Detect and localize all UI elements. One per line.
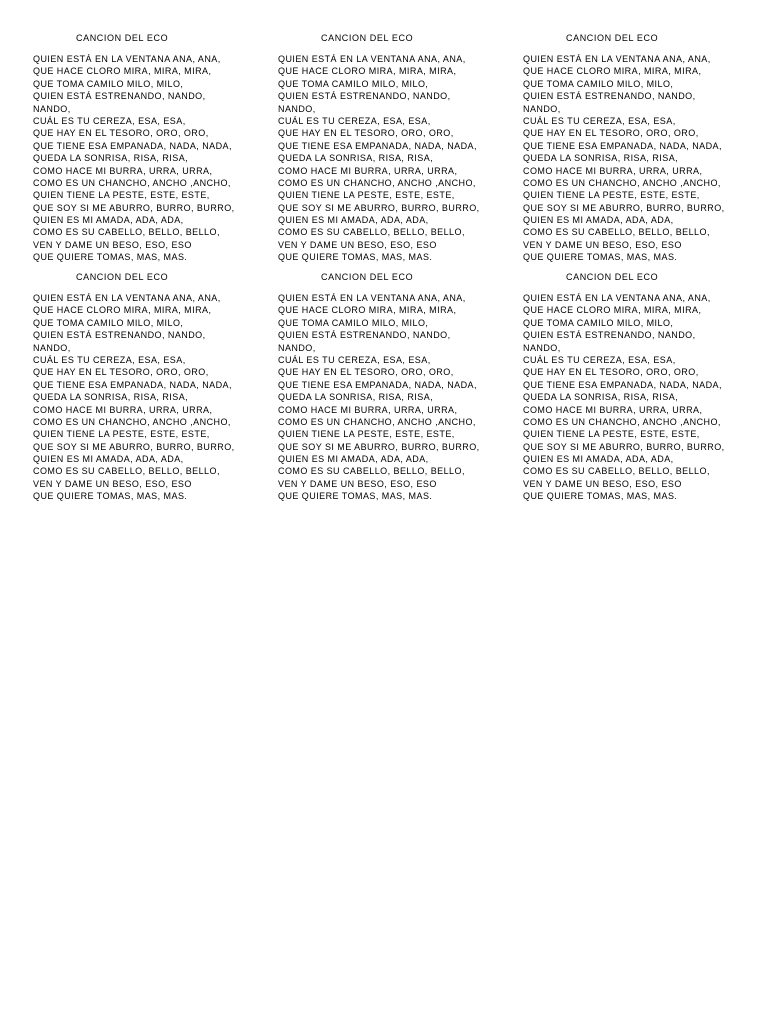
lyric-line: QUEDA LA SONRISA, RISA, RISA, (33, 392, 189, 403)
lyric-line: QUE TOMA CAMILO MILO, MILO, (278, 78, 429, 89)
song-lyrics (33, 292, 235, 503)
lyric-line: QUIEN ESTÁ ESTRENANDO, NANDO, (278, 91, 451, 102)
lyric-line: COMO HACE MI BURRA, URRA, URRA, (523, 165, 703, 176)
lyric-line: COMO ES SU CABELLO, BELLO, BELLO, (523, 227, 710, 238)
lyric-line: QUE TOMA CAMILO MILO, MILO, (278, 317, 429, 328)
lyric-line: QUIEN ESTÁ ESTRENANDO, NANDO, (33, 330, 206, 341)
lyric-line: QUE HACE CLORO MIRA, MIRA, MIRA, (278, 305, 457, 316)
lyric-line: COMO HACE MI BURRA, URRA, URRA, (33, 404, 213, 415)
lyric-line: COMO HACE MI BURRA, URRA, URRA, (278, 165, 458, 176)
lyric-line: QUE SOY SI ME ABURRO, BURRO, BURRO, (523, 441, 725, 452)
lyric-line: QUIEN ESTÁ EN LA VENTANA ANA, ANA, (278, 54, 466, 64)
lyric-line: QUEDA LA SONRISA, RISA, RISA, (278, 153, 434, 164)
lyric-line: QUE HAY EN EL TESORO, ORO, ORO, (278, 128, 454, 139)
lyric-line: QUE SOY SI ME ABURRO, BURRO, BURRO, (33, 202, 235, 213)
lyric-line: QUE TIENE ESA EMPANADA, NADA, NADA, (523, 379, 722, 390)
lyric-line: NANDO, (278, 103, 316, 114)
lyric-line: QUE QUIERE TOMAS, MAS, MAS. (33, 491, 188, 502)
lyric-line: VEN Y DAME UN BESO, ESO, ESO (278, 239, 437, 250)
lyric-line: QUE QUIERE TOMAS, MAS, MAS. (523, 252, 678, 263)
lyric-line: QUE QUIERE TOMAS, MAS, MAS. (523, 491, 678, 502)
lyric-line: QUE TIENE ESA EMPANADA, NADA, NADA, (278, 379, 477, 390)
lyric-line: QUE HAY EN EL TESORO, ORO, ORO, (523, 367, 699, 378)
lyric-line: QUIEN ESTÁ EN LA VENTANA ANA, ANA, (33, 293, 221, 303)
lyric-line: QUE TIENE ESA EMPANADA, NADA, NADA, (33, 140, 232, 151)
lyric-line: NANDO, (33, 103, 71, 114)
lyric-line: QUE QUIERE TOMAS, MAS, MAS. (278, 252, 433, 263)
lyric-line: COMO ES SU CABELLO, BELLO, BELLO, (278, 227, 465, 238)
lyric-line: QUE SOY SI ME ABURRO, BURRO, BURRO, (278, 441, 480, 452)
lyric-line: QUIEN TIENE LA PESTE, ESTE, ESTE, (523, 429, 700, 440)
song-title: CANCION DEL ECO (566, 33, 659, 43)
lyric-line: QUIEN ESTÁ EN LA VENTANA ANA, ANA, (523, 293, 711, 303)
lyric-line: VEN Y DAME UN BESO, ESO, ESO (33, 239, 192, 250)
lyric-line: QUIEN TIENE LA PESTE, ESTE, ESTE, (33, 190, 210, 201)
song-lyrics (278, 53, 480, 264)
lyric-line: QUE TOMA CAMILO MILO, MILO, (523, 78, 674, 89)
lyric-line: COMO HACE MI BURRA, URRA, URRA, (33, 165, 213, 176)
lyric-line: NANDO, (523, 103, 561, 114)
lyric-line: QUIEN ESTÁ ESTRENANDO, NANDO, (523, 91, 696, 102)
lyric-line: QUIEN TIENE LA PESTE, ESTE, ESTE, (278, 190, 455, 201)
song-lyrics (278, 292, 480, 503)
lyric-line: COMO ES SU CABELLO, BELLO, BELLO, (278, 466, 465, 477)
lyric-line: COMO ES UN CHANCHO, ANCHO ,ANCHO, (523, 177, 721, 188)
lyric-line: QUE TOMA CAMILO MILO, MILO, (523, 317, 674, 328)
lyric-line: QUE SOY SI ME ABURRO, BURRO, BURRO, (278, 202, 480, 213)
lyric-line: QUE HACE CLORO MIRA, MIRA, MIRA, (33, 66, 212, 77)
lyric-line: QUIEN ES MI AMADA, ADA, ADA, (278, 454, 429, 465)
lyric-line: QUE HACE CLORO MIRA, MIRA, MIRA, (523, 66, 702, 77)
lyric-line: COMO ES SU CABELLO, BELLO, BELLO, (33, 466, 220, 477)
lyric-line: NANDO, (278, 342, 316, 353)
lyric-line: QUE HAY EN EL TESORO, ORO, ORO, (33, 367, 209, 378)
lyric-line: QUEDA LA SONRISA, RISA, RISA, (523, 153, 679, 164)
lyric-line: COMO ES UN CHANCHO, ANCHO ,ANCHO, (278, 177, 476, 188)
lyric-line: QUIEN ES MI AMADA, ADA, ADA, (523, 215, 674, 226)
lyric-line: QUE HAY EN EL TESORO, ORO, ORO, (33, 128, 209, 139)
lyric-line: CUÁL ES TU CEREZA, ESA, ESA, (278, 354, 431, 365)
song-title: CANCION DEL ECO (321, 33, 414, 43)
lyric-line: QUE HACE CLORO MIRA, MIRA, MIRA, (278, 66, 457, 77)
lyric-line: QUE QUIERE TOMAS, MAS, MAS. (33, 252, 188, 263)
lyric-line: QUE SOY SI ME ABURRO, BURRO, BURRO, (523, 202, 725, 213)
lyric-line: QUIEN TIENE LA PESTE, ESTE, ESTE, (278, 429, 455, 440)
lyric-line: CUÁL ES TU CEREZA, ESA, ESA, (33, 354, 186, 365)
lyric-line: QUE HACE CLORO MIRA, MIRA, MIRA, (33, 305, 212, 316)
lyric-line: CUÁL ES TU CEREZA, ESA, ESA, (523, 115, 676, 126)
lyric-line: COMO ES UN CHANCHO, ANCHO ,ANCHO, (523, 416, 721, 427)
lyric-line: CUÁL ES TU CEREZA, ESA, ESA, (278, 115, 431, 126)
lyric-line: QUIEN ES MI AMADA, ADA, ADA, (33, 454, 184, 465)
lyric-line: CUÁL ES TU CEREZA, ESA, ESA, (523, 354, 676, 365)
lyric-line: QUE TOMA CAMILO MILO, MILO, (33, 317, 184, 328)
lyric-line: QUIEN ES MI AMADA, ADA, ADA, (33, 215, 184, 226)
lyric-line: VEN Y DAME UN BESO, ESO, ESO (523, 239, 682, 250)
lyric-line: COMO HACE MI BURRA, URRA, URRA, (523, 404, 703, 415)
lyric-line: QUIEN TIENE LA PESTE, ESTE, ESTE, (33, 429, 210, 440)
lyric-line: QUE TIENE ESA EMPANADA, NADA, NADA, (278, 140, 477, 151)
lyric-line: QUE TIENE ESA EMPANADA, NADA, NADA, (33, 379, 232, 390)
lyric-line: QUE TOMA CAMILO MILO, MILO, (33, 78, 184, 89)
song-title: CANCION DEL ECO (76, 33, 169, 43)
lyric-line: QUIEN ES MI AMADA, ADA, ADA, (278, 215, 429, 226)
lyric-line: QUIEN TIENE LA PESTE, ESTE, ESTE, (523, 190, 700, 201)
lyric-line: COMO ES UN CHANCHO, ANCHO ,ANCHO, (278, 416, 476, 427)
lyric-line: COMO ES UN CHANCHO, ANCHO ,ANCHO, (33, 177, 231, 188)
lyric-line: QUE HAY EN EL TESORO, ORO, ORO, (278, 367, 454, 378)
lyric-line: COMO HACE MI BURRA, URRA, URRA, (278, 404, 458, 415)
lyric-line: QUEDA LA SONRISA, RISA, RISA, (33, 153, 189, 164)
song-title: CANCION DEL ECO (321, 272, 414, 282)
song-lyrics (523, 292, 725, 503)
lyric-line: VEN Y DAME UN BESO, ESO, ESO (523, 478, 682, 489)
lyric-line: QUIEN ESTÁ ESTRENANDO, NANDO, (33, 91, 206, 102)
lyric-line: NANDO, (523, 342, 561, 353)
lyric-line: VEN Y DAME UN BESO, ESO, ESO (33, 478, 192, 489)
lyric-line: COMO ES SU CABELLO, BELLO, BELLO, (33, 227, 220, 238)
lyric-line: QUEDA LA SONRISA, RISA, RISA, (523, 392, 679, 403)
lyric-line: NANDO, (33, 342, 71, 353)
lyric-line: QUIEN ES MI AMADA, ADA, ADA, (523, 454, 674, 465)
lyric-line: QUIEN ESTÁ EN LA VENTANA ANA, ANA, (523, 54, 711, 64)
lyric-line: QUE TIENE ESA EMPANADA, NADA, NADA, (523, 140, 722, 151)
lyric-line: QUIEN ESTÁ EN LA VENTANA ANA, ANA, (33, 54, 221, 64)
song-lyrics (33, 53, 235, 264)
lyric-line: CUÁL ES TU CEREZA, ESA, ESA, (33, 115, 186, 126)
lyric-line: COMO ES SU CABELLO, BELLO, BELLO, (523, 466, 710, 477)
lyric-line: QUE SOY SI ME ABURRO, BURRO, BURRO, (33, 441, 235, 452)
lyric-line: QUIEN ESTÁ ESTRENANDO, NANDO, (523, 330, 696, 341)
lyric-line: QUIEN ESTÁ ESTRENANDO, NANDO, (278, 330, 451, 341)
lyric-line: COMO ES UN CHANCHO, ANCHO ,ANCHO, (33, 416, 231, 427)
lyric-line: QUIEN ESTÁ EN LA VENTANA ANA, ANA, (278, 293, 466, 303)
lyric-line: VEN Y DAME UN BESO, ESO, ESO (278, 478, 437, 489)
song-title: CANCION DEL ECO (76, 272, 169, 282)
lyric-line: QUE HAY EN EL TESORO, ORO, ORO, (523, 128, 699, 139)
song-title: CANCION DEL ECO (566, 272, 659, 282)
lyric-line: QUE QUIERE TOMAS, MAS, MAS. (278, 491, 433, 502)
lyric-line: QUE HACE CLORO MIRA, MIRA, MIRA, (523, 305, 702, 316)
song-lyrics (523, 53, 725, 264)
lyric-line: QUEDA LA SONRISA, RISA, RISA, (278, 392, 434, 403)
